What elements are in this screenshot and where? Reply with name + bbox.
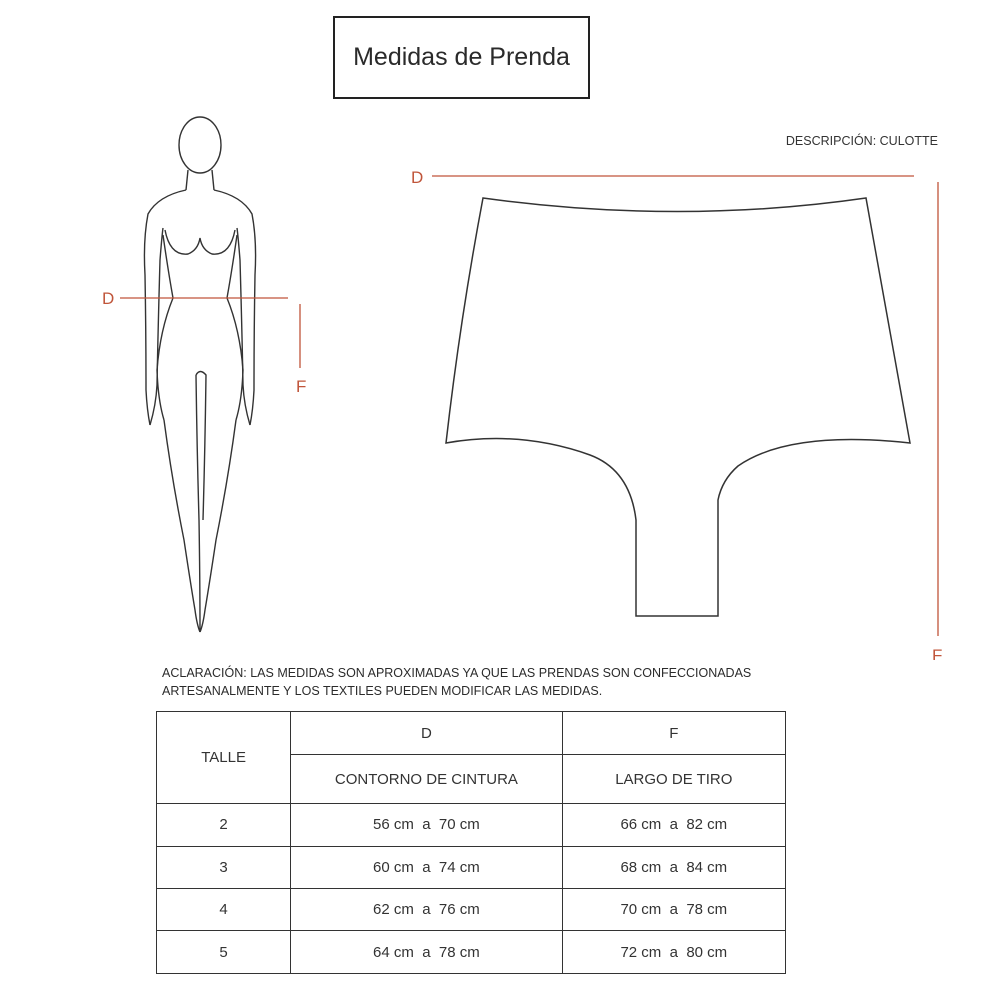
- talle-header: TALLE: [157, 712, 291, 804]
- table-header-row: [157, 712, 786, 755]
- mannequin-right-leg: [200, 420, 236, 632]
- rise-cell: 72 cm a 80 cm: [562, 931, 785, 974]
- mannequin-bust: [165, 230, 235, 254]
- mannequin-head: [179, 117, 221, 173]
- mannequin-left-leg: [164, 420, 200, 632]
- mannequin-right-arm: [214, 190, 256, 425]
- mannequin-right-inner-arm: [237, 228, 250, 425]
- mannequin-inner-legs: [196, 375, 200, 632]
- mannequin-left-arm: [144, 190, 186, 425]
- waist-cell: 62 cm a 76 cm: [291, 889, 562, 931]
- d-header: D: [291, 712, 562, 755]
- talle-cell: 5: [157, 931, 291, 974]
- rise-cell: 66 cm a 82 cm: [562, 804, 785, 846]
- garment-description: DESCRIPCIÓN: CULOTTE: [785, 134, 938, 148]
- table-row: [157, 889, 786, 931]
- culotte-outline: [446, 198, 910, 616]
- table-row: [157, 931, 786, 974]
- rise-cell: 70 cm a 78 cm: [562, 889, 785, 931]
- body-f-label: F: [296, 377, 307, 396]
- mannequin-figure: [144, 117, 255, 632]
- talle-cell: 4: [157, 889, 291, 931]
- d-subheader: CONTORNO DE CINTURA: [291, 755, 562, 804]
- mannequin-left-inner-arm: [150, 228, 163, 425]
- disclaimer-note: ACLARACIÓN: LAS MEDIDAS SON APROXIMADAS YA QUE LAS PRENDAS SON CONFECCIONADAS ARTESANALMENTE Y LOS TEXTILES PUEDEN MODIFICAR LAS MEDIDAS.: [162, 666, 752, 698]
- talle-cell: 2: [157, 804, 291, 846]
- waist-cell: 56 cm a 70 cm: [291, 804, 562, 846]
- body-d-label: D: [102, 289, 115, 308]
- page-title: Medidas de Prenda: [353, 43, 570, 71]
- waist-cell: 64 cm a 78 cm: [291, 931, 562, 974]
- table-row: [157, 804, 786, 846]
- f-header: F: [562, 712, 785, 755]
- table-row: [157, 846, 786, 888]
- waist-cell: 60 cm a 74 cm: [291, 846, 562, 888]
- size-table: [156, 711, 786, 974]
- talle-cell: 3: [157, 846, 291, 888]
- garment-f-label: F: [932, 646, 943, 660]
- f-subheader: LARGO DE TIRO: [562, 755, 785, 804]
- rise-cell: 68 cm a 84 cm: [562, 846, 785, 888]
- garment-d-label: D: [411, 168, 424, 187]
